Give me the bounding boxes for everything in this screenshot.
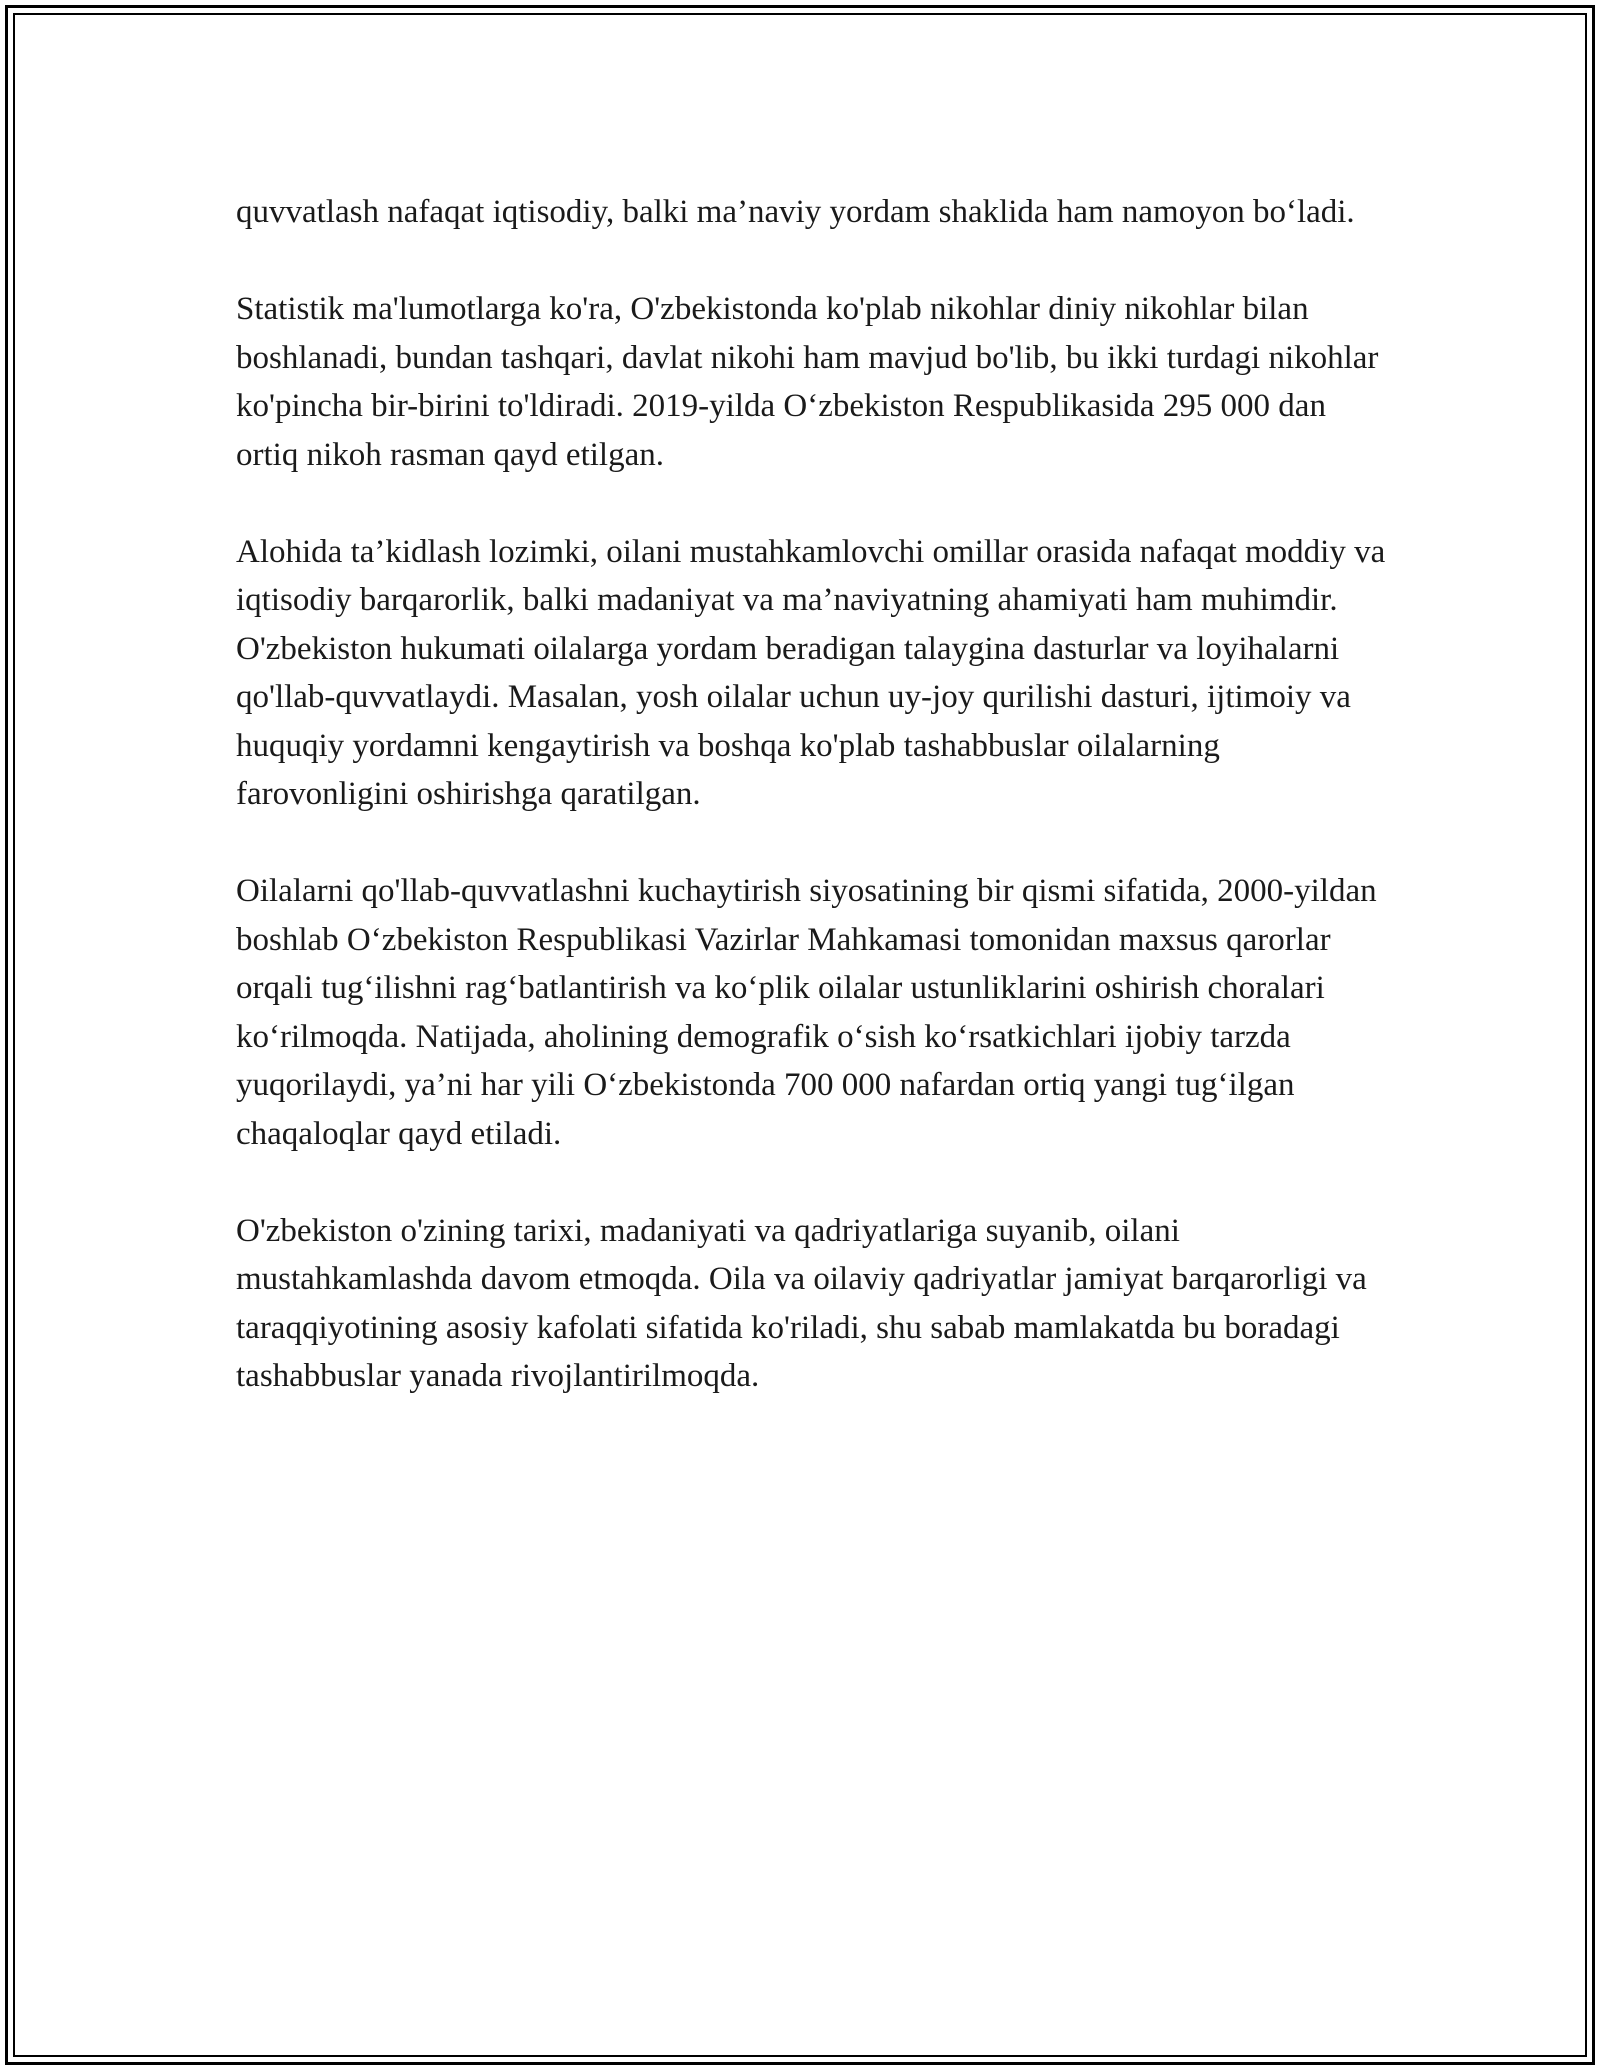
paragraph-2: Statistik ma'lumotlarga ko'ra, O'zbekistonda ko'plab nikohlar diniy nikohlar bilan boshlanadi, bundan tashqari, davlat nikohi ham mavjud bo'lib, bu ikki turdagi nikohlar ko'pincha bir-birini to'ldiradi. 2019-yilda O‘zbekiston Respublikasida 295 000 dan ortiq nikoh rasman qayd etilgan. <box>236 291 1379 473</box>
paragraph-5: O'zbekiston o'zining tarixi, madaniyati va qadriyatlariga suyanib, oilani mustahkamlashda davom etmoqda. Oila va oilaviy qadriyatlar jamiyat barqarorligi va taraqqiyotining asosiy kafolati sifatida ko'riladi, shu sabab mamlakatda bu boradagi tashabbuslar yanada rivojlantirilmoqda. <box>236 1212 1367 1394</box>
paragraph-1: quvvatlash nafaqat iqtisodiy, balki ma’naviy yordam shaklida ham namoyon bo‘ladi. <box>236 194 1355 230</box>
paragraph-3: Alohida ta’kidlash lozimki, oilani mustahkamlovchi omillar orasida nafaqat moddiy va iqtisodiy barqarorlik, balki madaniyat va ma’naviyatning ahamiyati ham muhimdir. O'zbekiston hukumati oilalarga yordam beradigan talaygina dasturlar va loyihalarni qo'llab-quvvatlaydi. Masalan, yosh oilalar uchun uy-joy qurilishi dasturi, ijtimoiy va huquqiy yordamni kengaytirish va boshqa ko'plab tashabbuslar oilalarning farovonligini oshirishga qaratilgan. <box>236 533 1386 812</box>
document-body <box>236 188 1386 1449</box>
paragraph-4: Oilalarni qo'llab-quvvatlashni kuchaytirish siyosatining bir qismi sifatida, 2000-yildan boshlab O‘zbekiston Respublikasi Vazirlar Mahkamasi tomonidan maxsus qarorlar orqali tug‘ilishni rag‘batlantirish va ko‘plik oilalar ustunliklarini oshirish choralari ko‘rilmoqda. Natijada, aholining demografik o‘sish ko‘rsatkichlari ijobiy tarzda yuqorilaydi, ya’ni har yili O‘zbekistonda 700 000 nafardan ortiq yangi tug‘ilgan chaqaloqlar qayd etiladi. <box>236 873 1377 1152</box>
